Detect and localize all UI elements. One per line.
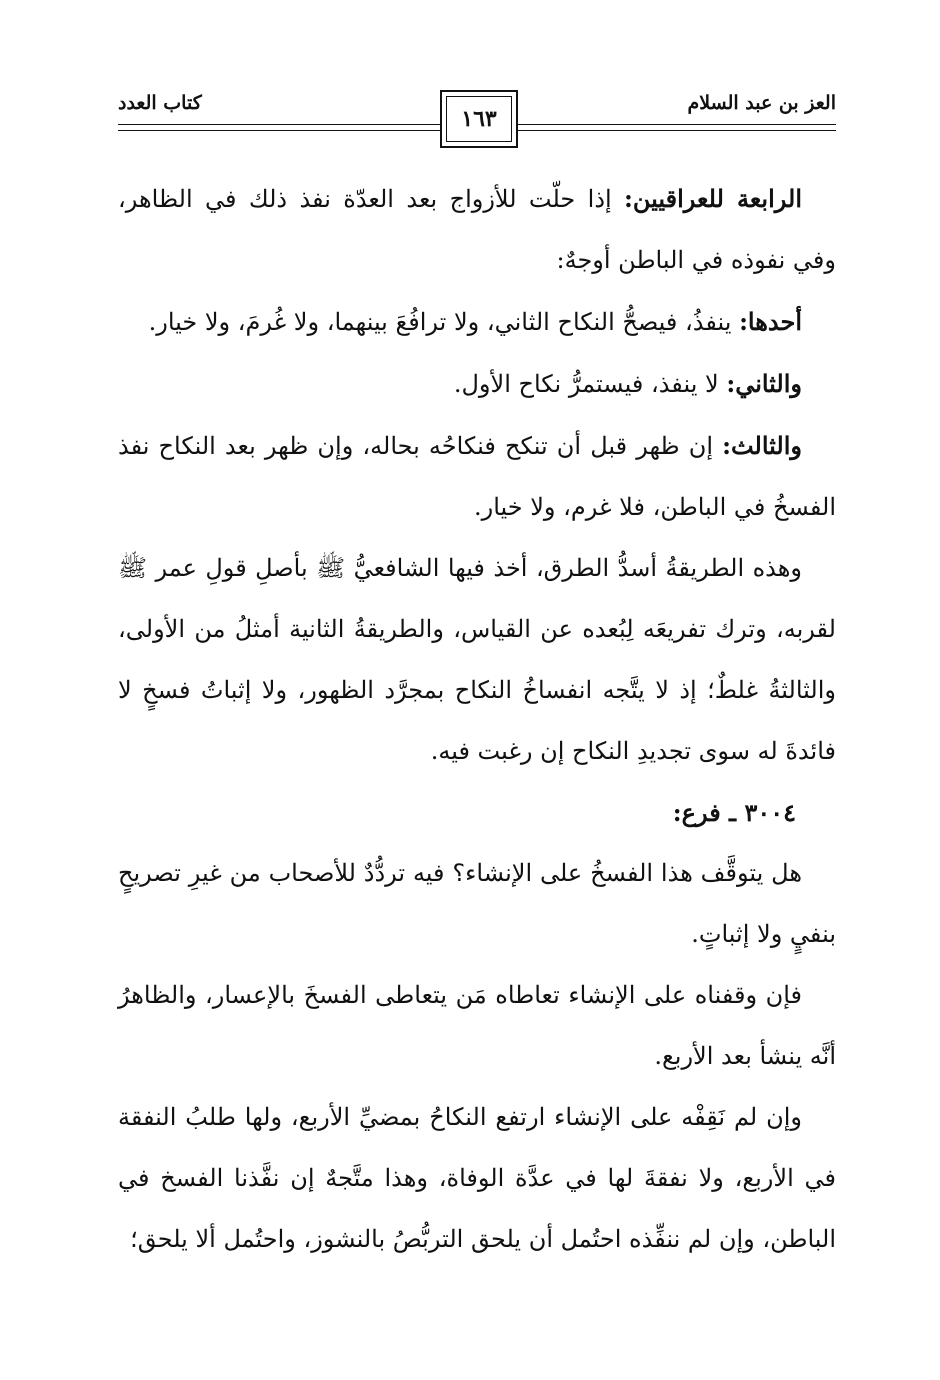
page-number: ١٦٣ [461, 106, 497, 132]
paragraph-text: وإن لم نَقِفْه على الإنشاء ارتفع النكاحُ بمضيِّ الأربع، ولها طلبُ النفقة في الأربع، ولا نفقةَ لها في عدَّة الوفاة، وهذا متَّجهٌ إن نفَّذنا الفسخ في الباطن، وإن لم ننفِّذه احتُمل أن يلحق التربُّصُ بالنشوز، واحتُمل ألا يلحق؛ [118, 1103, 836, 1253]
paragraph [118, 291, 836, 353]
paragraph-lead: والثالث: [722, 431, 802, 460]
paragraph-text: ينفذُ، فيصحُّ النكاح الثاني، ولا ترافُعَ بينهما، ولا غُرمَ، ولا خيار. [148, 308, 740, 336]
paragraph-text: إن ظهر قبل أن تنكح فنكاحُه بحاله، وإن ظهر بعد النكاح نفذ الفسخُ في الباطن، فلا غرم، ولا خيار. [118, 432, 836, 521]
paragraph-text: فإن وقفناه على الإنشاء تعاطاه مَن يتعاطى الفسخَ بالإعسار، والظاهرُ أنَّه ينشأ بعد الأربع. [118, 981, 836, 1070]
paragraph-lead: والثاني: [726, 369, 802, 398]
page-number-box [440, 90, 518, 148]
paragraph-text: هل يتوقَّف هذا الفسخُ على الإنشاء؟ فيه تردُّدٌ للأصحاب من غيرِ تصريحٍ بنفيٍ ولا إثباتٍ. [118, 859, 836, 948]
section-heading: ٣٠٠٤ ـ فرع: [672, 798, 796, 827]
paragraph-lead: أحدها: [739, 307, 802, 336]
paragraph [118, 168, 836, 291]
running-header [118, 88, 836, 158]
header-author: العز بن عبد السلام [687, 92, 836, 114]
paragraph [118, 965, 836, 1087]
paragraph-lead: الرابعة للعراقيين: [624, 184, 802, 213]
paragraph-text: وهذه الطريقةُ أسدُّ الطرق، أخذ فيها الشافعيُّ ﷺ بأصلِ قولِ عمر ﷺ لقربه، وترك تفريعَه لِبُعده عن القياس، والطريقةُ الثانية أمثلُ من الأولى، والثالثةُ غلطٌ؛ إذ لا يتَّجه انفساخُ النكاح بمجرَّد الظهور، ولا إثباتُ فسخٍ لا فائدةَ له سوى تجديدِ النكاح إن رغبت فيه. [118, 554, 836, 765]
page-body [118, 168, 836, 1270]
paragraph [118, 353, 836, 415]
paragraph [118, 843, 836, 965]
paragraph-text: إذا حلّت للأزواج بعد العدّة نفذ ذلك في الظاهر، وفي نفوذه في الباطن أوجهٌ: [118, 185, 836, 274]
paragraph [118, 415, 836, 538]
paragraph-text: لا ينفذ، فيستمرُّ نكاح الأول. [453, 370, 727, 398]
paragraph [118, 1087, 836, 1270]
paragraph [118, 538, 836, 782]
header-book-section: كتاب العدد [118, 92, 202, 114]
